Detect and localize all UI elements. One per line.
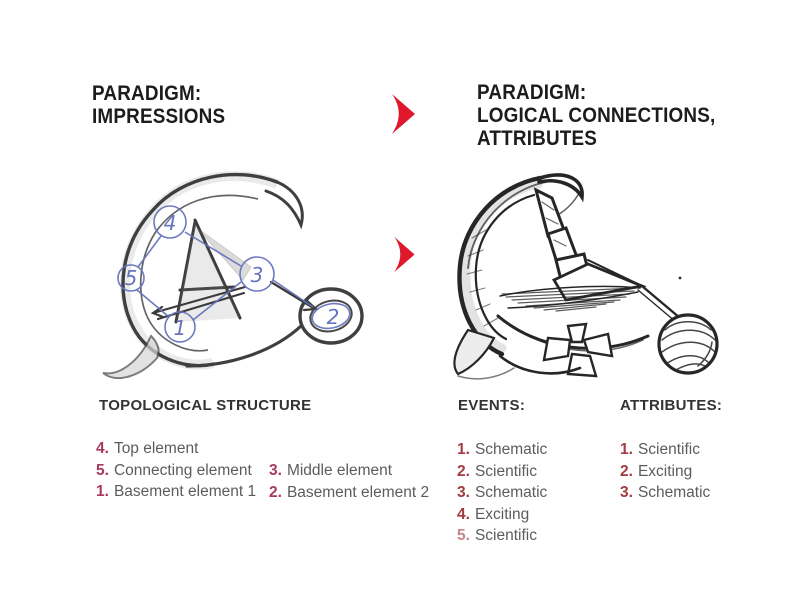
item-label: Exciting	[637, 462, 693, 480]
impressions-sketch	[95, 170, 390, 385]
item-label: Scientific	[474, 462, 537, 480]
left-title-line2: IMPRESSIONS	[92, 105, 226, 128]
node-5-label: 5	[124, 266, 138, 290]
left-title-line1: PARADIGM:	[92, 82, 202, 105]
list-item	[96, 438, 256, 460]
node-network	[118, 206, 352, 342]
events-list	[457, 439, 547, 547]
logical-connections-sketch	[438, 168, 750, 392]
item-label: Middle element	[286, 462, 393, 479]
item-label: Connecting element	[113, 461, 252, 479]
node-4-label: 4	[163, 211, 177, 235]
attributes-title: ATTRIBUTES:	[620, 397, 723, 414]
item-number: 2.	[620, 462, 633, 480]
item-number: 4.	[457, 505, 470, 523]
item-label: Schematic	[474, 441, 548, 458]
topology-list-col1	[96, 438, 256, 503]
item-number: 5.	[96, 461, 109, 479]
item-number: 1.	[96, 483, 109, 501]
item-label: Schematic	[637, 484, 711, 502]
right-title-line3: ATTRIBUTES	[477, 127, 598, 150]
item-number: 3.	[269, 462, 282, 479]
list-item	[457, 439, 547, 461]
topology-title: TOPOLOGICAL STRUCTURE	[99, 397, 312, 414]
item-label: Basement element 1	[113, 483, 257, 501]
item-label: Basement element 2	[286, 483, 430, 501]
events-title: EVENTS:	[458, 397, 526, 414]
list-item	[457, 504, 547, 526]
item-label: Top element	[113, 440, 199, 457]
node-3-label: 3	[250, 263, 264, 287]
item-label: Scientific	[474, 527, 537, 545]
item-number: 3.	[620, 484, 633, 502]
list-item	[620, 461, 710, 483]
item-label: Scientific	[637, 441, 700, 458]
list-item	[96, 481, 256, 503]
item-label: Exciting	[474, 505, 530, 523]
item-number: 1.	[457, 441, 470, 458]
item-number: 3.	[457, 484, 470, 502]
list-item	[457, 482, 547, 504]
list-item	[620, 482, 710, 504]
right-title-line1: PARADIGM:	[477, 81, 587, 104]
left-paradigm-title	[92, 82, 225, 128]
tail-petal	[103, 336, 159, 378]
item-number: 2.	[457, 462, 470, 480]
list-item	[269, 482, 429, 504]
item-number: 4.	[96, 440, 109, 457]
tail-petal	[454, 330, 494, 374]
item-number: 5.	[457, 527, 470, 545]
list-item	[457, 461, 547, 483]
node-1-label: 1	[173, 316, 187, 340]
node-2-label: 2	[326, 305, 340, 329]
right-title-line2: LOGICAL CONNECTIONS,	[477, 104, 716, 127]
topology-list-col2	[269, 460, 429, 503]
item-number: 1.	[620, 441, 633, 458]
item-number: 2.	[269, 483, 282, 501]
list-item	[269, 460, 429, 482]
right-paradigm-title	[477, 81, 715, 150]
list-item	[457, 525, 547, 547]
list-item	[620, 439, 710, 461]
list-item	[96, 460, 256, 482]
attributes-list	[620, 439, 710, 504]
arrow-right-icon	[390, 93, 416, 135]
arrow-right-icon	[392, 236, 416, 273]
item-label: Schematic	[474, 484, 548, 502]
